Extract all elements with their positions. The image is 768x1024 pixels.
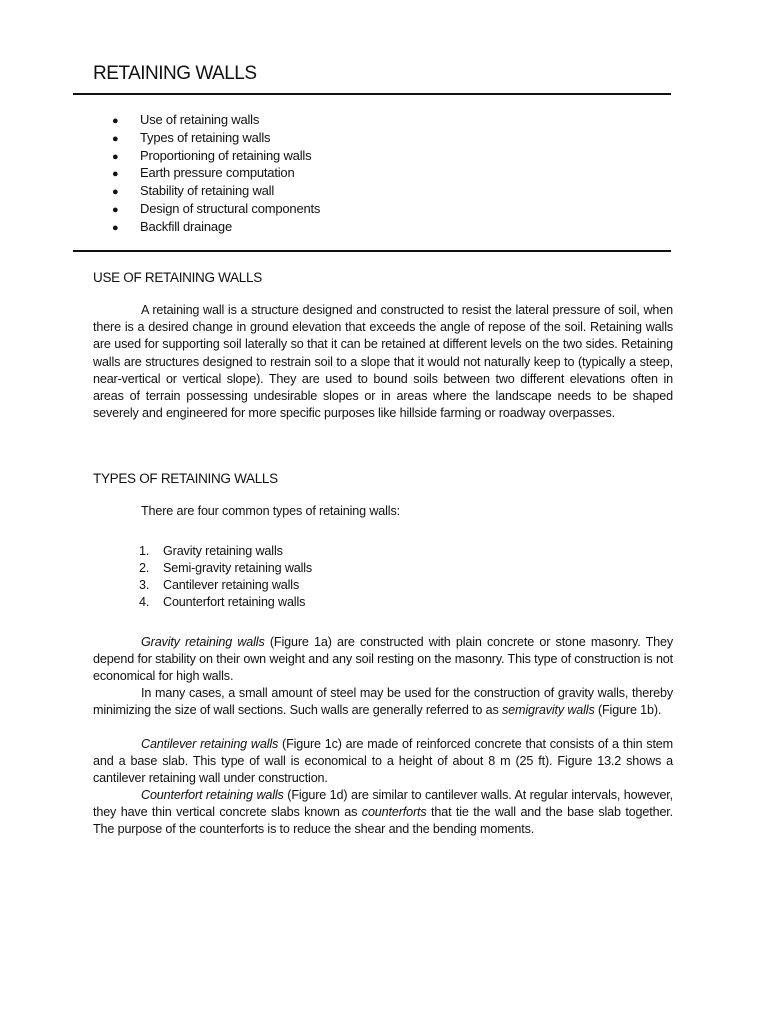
- types-list-item: 2. Semi-gravity retaining walls: [139, 561, 313, 575]
- outline-item: ● Backfill drainage: [112, 218, 320, 236]
- bullet-icon: ●: [112, 115, 119, 127]
- bullet-icon: ●: [112, 186, 119, 199]
- bullet-icon: ●: [112, 203, 119, 216]
- outline-item: ● Stability of retaining wall: [112, 182, 320, 200]
- use-paragraph: A retaining wall is a structure designed and constructed to resist the lateral pressure of soil, when there is a desired change in ground elevation that exceeds the angle of repose of the soil. Retaining walls are used for supporting soil laterally so that it can be retained at different levels on the two sides. Retaining walls are structures designed to restrain soil to a slope that it would not naturally keep to (typically a steep, near-vertical or vertical slope). They are used to bound soils between two different elevations often in areas of terrain possessing undesirable slopes or in areas where the landscape needs to be shaped severely and engineered for more specific purposes like hillside farming or roadway overpasses.: [93, 303, 673, 421]
- types-intro: There are four common types of retaining walls:: [141, 504, 400, 518]
- outline-item: ● Use of retaining walls: [112, 111, 320, 129]
- types-list-item: 4. Counterfort retaining walls: [139, 595, 306, 609]
- section-heading-use: USE OF RETAINING WALLS: [93, 270, 262, 285]
- cantilever-paragraph: Cantilever retaining walls (Figure 1c) are made of reinforced concrete that consists of a thin stem and a base slab. This type of wall is economical to a height of about 8 m (25 ft). Figure 13.2 shows a cantilever retaining wall under construction.: [93, 737, 673, 786]
- types-list-item: 3. Cantilever retaining walls: [139, 578, 300, 592]
- outline-item: ● Types of retaining walls: [112, 129, 320, 147]
- gravity-paragraph: Gravity retaining walls (Figure 1a) are constructed with plain concrete or stone masonry. They depend for stability on their own weight and any soil resting on the masonry. This type of construction is not economical for high walls.: [93, 635, 673, 684]
- section-heading-types: TYPES OF RETAINING WALLS: [93, 471, 278, 486]
- bullet-icon: ●: [112, 150, 119, 163]
- bullet-icon: ●: [112, 221, 119, 234]
- page-title: RETAINING WALLS: [93, 63, 257, 84]
- semigravity-paragraph: In many cases, a small amount of steel may be used for the construction of gravity walls, thereby minimizing the size of wall sections. Such walls are generally referred to as semigravity walls (Figure 1b).: [93, 686, 673, 718]
- outline-rule: [73, 250, 671, 252]
- outline-item: ● Earth pressure computation: [112, 164, 320, 182]
- outline-item: ● Proportioning of retaining walls: [112, 147, 320, 165]
- counterfort-paragraph: Counterfort retaining walls (Figure 1d) are similar to cantilever walls. At regular intervals, however, they have thin vertical concrete slabs known as counterforts that tie the wall and the base slab together. The purpose of the counterforts is to reduce the shear and the bending moments.: [93, 788, 674, 837]
- types-list-item: 1. Gravity retaining walls: [139, 544, 283, 558]
- types-list: [139, 543, 312, 611]
- bullet-icon: ●: [112, 132, 119, 145]
- outline-item: ● Design of structural components: [112, 200, 320, 218]
- bullet-icon: ●: [112, 168, 119, 181]
- title-rule: [73, 93, 671, 95]
- outline-list: [112, 111, 320, 236]
